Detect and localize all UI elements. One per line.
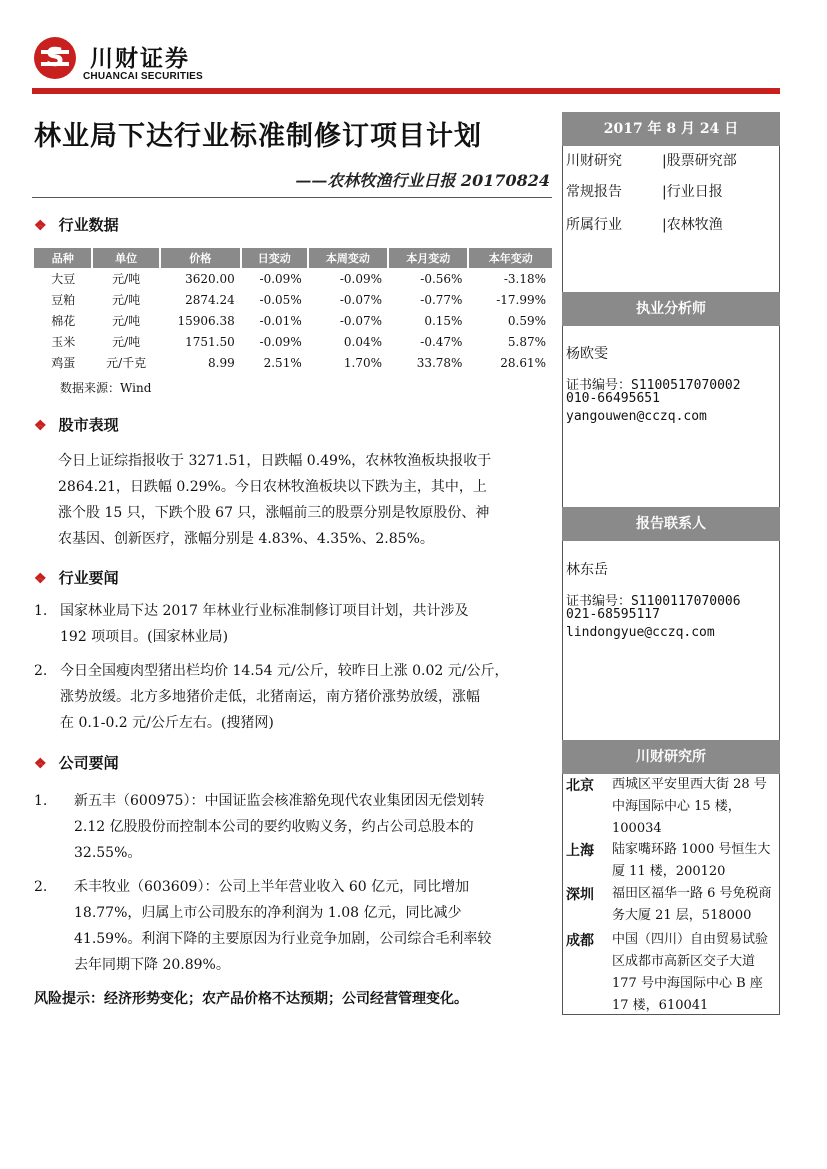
table-cell: -0.77% [420, 292, 463, 307]
table-row [34, 268, 552, 289]
section-company-news [34, 752, 119, 773]
meta-row [566, 150, 737, 170]
table-row [34, 331, 552, 352]
office-address: 中国（四川）自由贸易试验区成都市高新区交子大道 177 号中海国际中心 B 座 17 楼，610041 [612, 932, 769, 1013]
market-paragraph [58, 448, 558, 552]
table-cell: 28.61% [500, 355, 546, 370]
item-line: 国家林业局下达 2017 年林业行业标准制修订项目计划，共计涉及 [60, 603, 469, 619]
table-cell: -3.18% [503, 271, 546, 286]
column-header: 价格 [160, 248, 241, 268]
section-heading: 公司要闻 [58, 754, 119, 772]
meta-key: 川财研究 [566, 153, 622, 169]
table-cell: -17.99% [496, 292, 546, 307]
table-cell: -0.05% [259, 292, 302, 307]
meta-value: |股票研究部 [662, 153, 737, 169]
table-cell: 0.59% [507, 313, 546, 328]
office-address: 西城区平安里西大街 28 号中海国际中心 15 楼，100034 [612, 777, 767, 836]
column-header: 本月变动 [388, 248, 468, 268]
meta-value: |行业日报 [662, 184, 723, 200]
item-number: 1. [34, 793, 48, 809]
table-row [34, 352, 552, 373]
table-cell: -0.09% [339, 271, 382, 286]
office-city: 成都 [566, 933, 594, 949]
office-city: 北京 [566, 778, 594, 794]
item-line: 32.55%。 [74, 845, 142, 861]
logo-mark: S [45, 43, 65, 73]
analyst-name: 杨欧雯 [566, 346, 608, 362]
company-logo-icon [34, 37, 76, 79]
paragraph-line: 涨个股 15 只，下跌个股 67 只，涨幅前三的股票分别是牧原股份、神 [58, 505, 490, 521]
table-cell: -0.07% [339, 313, 382, 328]
diamond-bullet-icon: ❖ [34, 571, 47, 587]
item-line: 192 项项目。(国家林业局) [60, 629, 229, 645]
item-line: 在 0.1-0.2 元/公斤左右。(搜猪网) [60, 715, 274, 731]
section-industry-data [34, 214, 119, 235]
table-cell: 豆粕 [51, 293, 76, 307]
table-cell: 15906.38 [177, 313, 235, 328]
table-cell: 0.04% [343, 334, 382, 349]
paragraph-line: 农基因、创新医疗，涨幅分别是 4.83%、4.35%、2.85%。 [58, 531, 434, 547]
table-cell: 大豆 [51, 272, 76, 286]
logo-english-name: CHUANCAI SECURITIES [83, 71, 203, 82]
section-industry-news [34, 567, 119, 588]
meta-row [566, 181, 723, 201]
column-header: 本年变动 [468, 248, 552, 268]
column-header: 日变动 [241, 248, 308, 268]
table-cell: 5.87% [507, 334, 546, 349]
commodity-price-table [34, 248, 552, 373]
table-cell: 鸡蛋 [51, 356, 76, 370]
paragraph-line: 2864.21，日跌幅 0.29%。今日农林牧渔板块以下跌为主，其中，上 [58, 479, 487, 495]
table-cell: 2.51% [263, 355, 302, 370]
item-line: 禾丰牧业（603609）：公司上半年营业收入 60 亿元，同比增加 [74, 879, 470, 895]
table-cell: 元/千克 [106, 356, 147, 370]
company-item [34, 874, 554, 978]
diamond-bullet-icon: ❖ [34, 418, 47, 434]
office-city: 上海 [566, 843, 594, 859]
table-cell: 棉花 [51, 314, 76, 328]
contact-cert: 证书编号：S1100117070006 [566, 594, 741, 609]
company-item [34, 788, 554, 866]
section-market [34, 414, 119, 435]
analyst-phone: 010-66495651 [566, 391, 660, 406]
table-header-row [34, 248, 552, 268]
table-cell: 0.15% [424, 313, 463, 328]
table-cell: 元/吨 [112, 272, 141, 286]
office-address: 陆家嘴环路 1000 号恒生大厦 11 楼，200120 [612, 842, 771, 879]
column-header: 品种 [34, 248, 92, 268]
report-title: 林业局下达行业标准制修订项目计划 [34, 121, 482, 152]
contact-phone: 021-68595117 [566, 607, 660, 622]
item-number: 2. [34, 879, 48, 895]
analyst-cert: 证书编号：S1100517070002 [566, 378, 741, 393]
column-header: 本周变动 [308, 248, 388, 268]
risk-warning: 风险提示：经济形势变化；农产品价格不达预期；公司经营管理变化。 [34, 991, 468, 1007]
table-cell: 33.78% [416, 355, 463, 370]
table-cell: -0.56% [420, 271, 463, 286]
table-cell: 3620.00 [185, 271, 235, 286]
title-divider [32, 197, 552, 198]
institute-heading: 川财研究所 [562, 740, 780, 774]
office-city: 深圳 [566, 887, 594, 903]
meta-key: 常规报告 [566, 184, 622, 200]
news-item [34, 658, 554, 736]
table-cell: 元/吨 [112, 335, 141, 349]
item-line: 18.77%，归属上市公司股东的净利润为 1.08 亿元，同比减少 [74, 905, 462, 921]
logo-chinese-name: 川财证券 [90, 46, 190, 72]
section-heading: 行业要闻 [58, 569, 119, 587]
table-cell: 8.99 [208, 355, 235, 370]
contact-heading: 报告联系人 [562, 507, 780, 541]
analyst-heading: 执业分析师 [562, 292, 780, 326]
item-number: 2. [34, 663, 48, 679]
item-line: 涨势放缓。北方多地猪价走低，北猪南运，南方猪价涨势放缓，涨幅 [60, 689, 480, 705]
paragraph-line: 今日上证综指报收于 3271.51，日跌幅 0.49%，农林牧渔板块报收于 [58, 453, 492, 469]
column-header: 单位 [92, 248, 159, 268]
meta-row [566, 214, 723, 234]
table-cell: 1751.50 [185, 334, 235, 349]
news-item [34, 598, 554, 650]
table-cell: -0.47% [420, 334, 463, 349]
table-cell: -0.09% [259, 334, 302, 349]
item-number: 1. [34, 603, 48, 619]
table-cell: 元/吨 [112, 314, 141, 328]
report-date: 2017 年 8 月 24 日 [562, 112, 780, 146]
table-row [34, 289, 552, 310]
meta-value: |农林牧渔 [662, 217, 723, 233]
diamond-bullet-icon: ❖ [34, 218, 47, 234]
table-cell: -0.01% [259, 313, 302, 328]
table-cell: -0.09% [259, 271, 302, 286]
table-cell: 玉米 [51, 335, 76, 349]
contact-email[interactable]: lindongyue@cczq.com [566, 625, 715, 640]
table-cell: 1.70% [343, 355, 382, 370]
contact-name: 林东岳 [566, 562, 608, 578]
header-divider [32, 88, 780, 94]
office-address: 福田区福华一路 6 号免税商务大厦 21 层，518000 [612, 886, 772, 923]
item-line: 2.12 亿股股份而控制本公司的要约收购义务，约占公司总股本的 [74, 819, 474, 835]
section-heading: 行业数据 [58, 216, 119, 234]
item-line: 今日全国瘦肉型猪出栏均价 14.54 元/公斤，较昨日上涨 0.02 元/公斤， [60, 663, 509, 679]
item-line: 新五丰（600975）：中国证监会核准豁免现代农业集团因无偿划转 [74, 793, 485, 809]
analyst-email[interactable]: yangouwen@cczq.com [566, 409, 707, 424]
item-line: 去年同期下降 20.89%。 [74, 957, 230, 973]
table-cell: -0.07% [339, 292, 382, 307]
meta-key: 所属行业 [566, 217, 622, 233]
table-cell: 2874.24 [185, 292, 235, 307]
report-subtitle: ——农林牧渔行业日报 20170824 [295, 171, 550, 190]
table-cell: 元/吨 [112, 293, 141, 307]
data-source: 数据来源：Wind [60, 381, 152, 395]
diamond-bullet-icon: ❖ [34, 756, 47, 772]
table-row [34, 310, 552, 331]
section-heading: 股市表现 [58, 416, 119, 434]
item-line: 41.59%。利润下降的主要原因为行业竞争加剧，公司综合毛利率较 [74, 931, 492, 947]
